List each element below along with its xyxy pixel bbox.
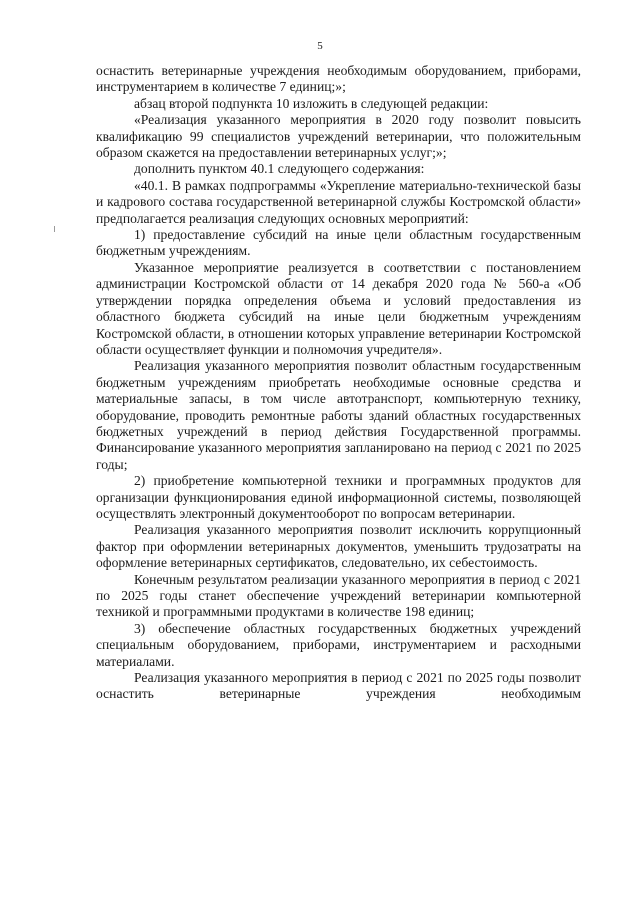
paragraph-10: Реализация указанного мероприятия позволит исключить коррупционный фактор при оформлении ветеринарных документов, уменьшить трудозатраты на оформление ветеринарных сертификатов, следовательно, их себестоимость. bbox=[96, 522, 581, 571]
paragraph-3: «Реализация указанного мероприятия в 2020 году позволит повысить квалификацию 99 специалистов учреждений ветеринарии, что положительным образом скажется на предоставлении ветеринарных услуг;»; bbox=[96, 112, 581, 161]
document-body bbox=[96, 63, 581, 703]
paragraph-1: оснастить ветеринарные учреждения необходимым оборудованием, приборами, инструментарием в количестве 7 единиц;»; bbox=[96, 63, 581, 95]
scan-artifact bbox=[54, 226, 55, 232]
paragraph-12: 3) обеспечение областных государственных бюджетных учреждений специальным оборудованием, приборами, инструментарием и расходными материалами. bbox=[96, 620, 581, 669]
paragraph-6: 1) предоставление субсидий на иные цели областным государственным бюджетным учреждениям. bbox=[96, 227, 581, 259]
paragraph-13: Реализация указанного мероприятия в период с 2021 по 2025 годы позволит оснастить ветеринарные учреждения необходимым bbox=[96, 670, 581, 702]
paragraph-9: 2) приобретение компьютерной техники и программных продуктов для организации функционирования единой информационной системы, позволяющей осуществлять электронный документооборот по вопросам ветеринарии. bbox=[96, 473, 581, 521]
paragraph-4: дополнить пунктом 40.1 следующего содержания: bbox=[134, 161, 425, 177]
paragraph-2: абзац второй подпункта 10 изложить в следующей редакции: bbox=[134, 95, 489, 111]
paragraph-5: «40.1. В рамках подпрограммы «Укрепление материально-технической базы и кадрового состава государственной ветеринарной службы Костромской области» предполагается реализация следующих основных мероприятий: bbox=[96, 177, 581, 226]
paragraph-7: Указанное мероприятие реализуется в соответствии с постановлением администрации Костромской области от 14 декабря 2020 года № 560-а «Об утверждении порядка определения объема и условий предоставления из областного бюджета субсидий на иные цели бюджетным учреждениям Костромской области, в отношении которых управление ветеринарии Костромской области осуществляет функции и полномочия учредителя». bbox=[96, 259, 581, 357]
page-number: 5 bbox=[317, 40, 323, 52]
paragraph-8: Реализация указанного мероприятия позволит областным государственным бюджетным учреждениям приобретать необходимые основные средства и материальные запасы, в том числе автотранспорт, компьютерную технику, оборудование, проводить ремонтные работы зданий областных государственных бюджетных учреждений в период действия Государственной программы. Финансирование указанного мероприятия запланировано на период с 2021 по 2025 годы; bbox=[96, 358, 581, 472]
paragraph-11: Конечным результатом реализации указанного мероприятия в период с 2021 по 2025 годы станет обеспечение учреждений ветеринарии компьютерной техникой и программными продуктами в количестве 198 единиц; bbox=[96, 571, 581, 620]
